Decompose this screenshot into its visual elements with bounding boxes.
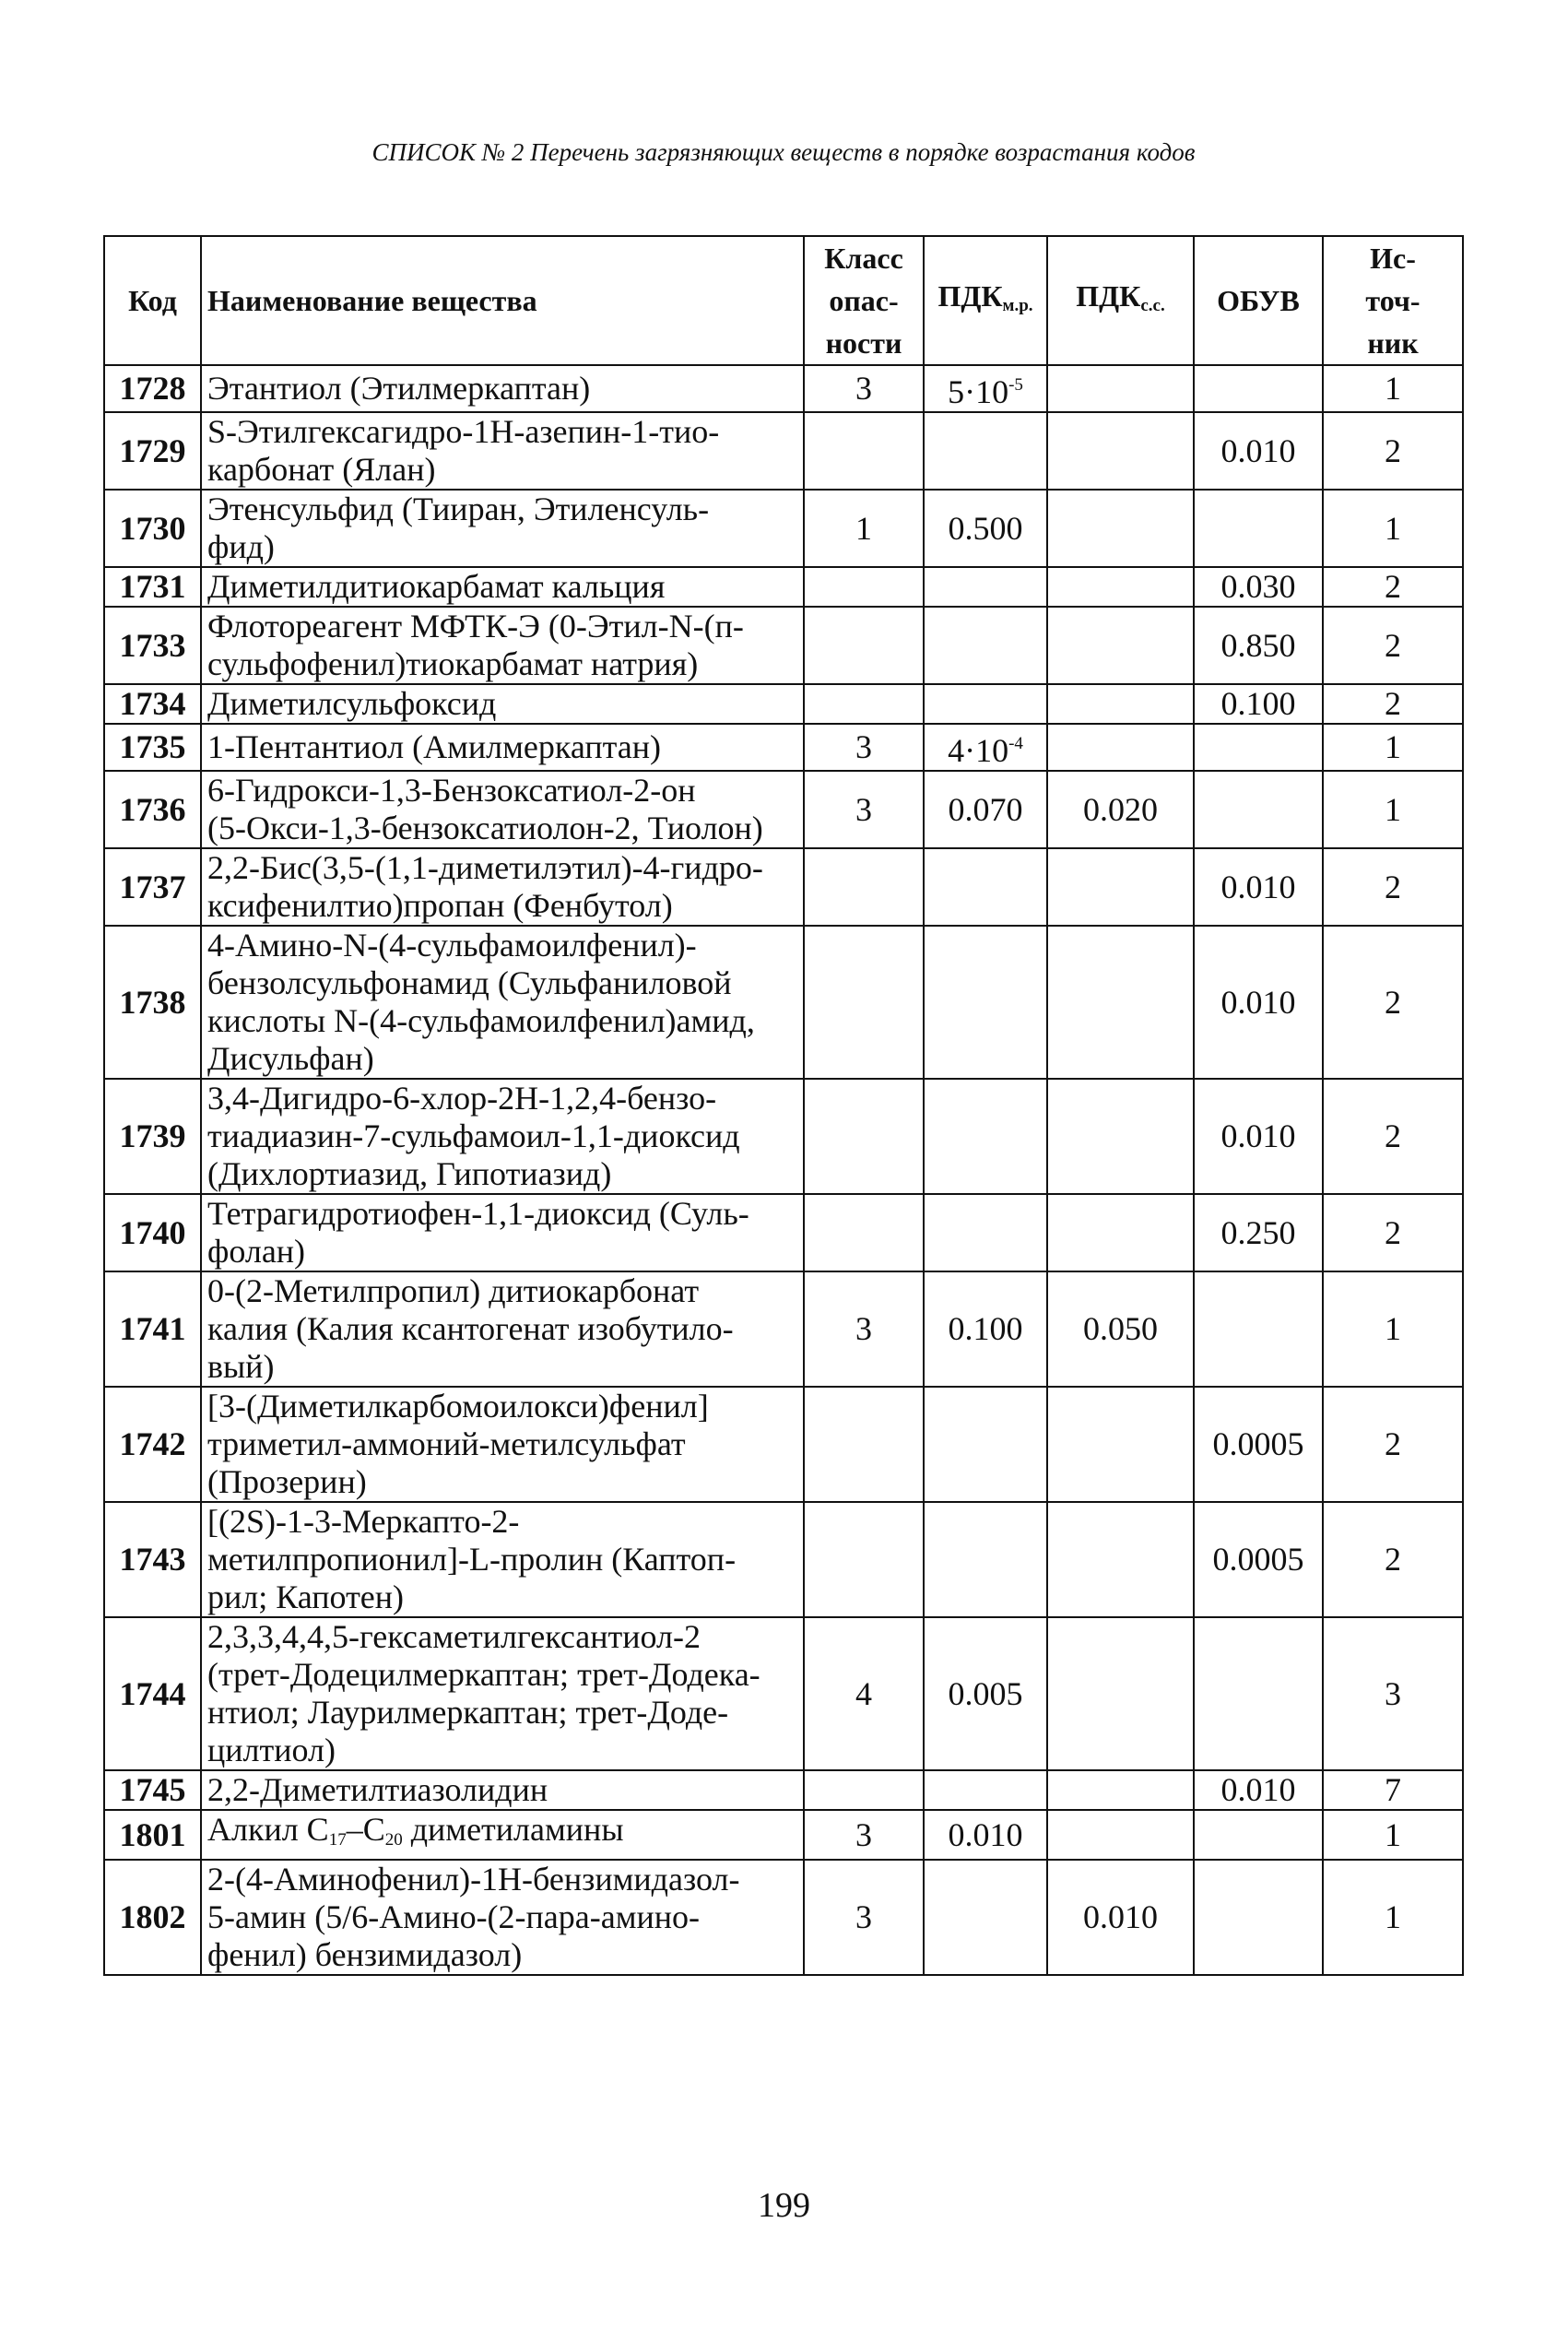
table-row xyxy=(104,1271,1463,1387)
table-header-row xyxy=(104,236,1463,365)
col-header-name: Наименование вещества xyxy=(201,236,804,365)
cell-source: 1 xyxy=(1323,1810,1463,1860)
cell-source: 1 xyxy=(1323,1860,1463,1975)
cell-code: 1741 xyxy=(104,1271,201,1387)
cell-name: 2-(4-Аминофенил)-1Н-бензимидазол- 5-амин (5/6-Амино-(2-пара-амино- фенил) бензимидазол) xyxy=(201,1860,804,1975)
cell-class: 3 xyxy=(804,771,924,848)
cell-class xyxy=(804,926,924,1079)
cell-pdk-ss: 0.050 xyxy=(1047,1271,1194,1387)
cell-class xyxy=(804,567,924,607)
cell-obuv xyxy=(1194,1271,1323,1387)
cell-pdk-ss xyxy=(1047,1770,1194,1810)
cell-name: Диметилсульфоксид xyxy=(201,684,804,724)
cell-name: Алкил $С_{17}-С_{20}$ диметиламины xyxy=(201,1810,804,1860)
cell-name: [(2S)-1-3-Меркапто-2- метилпропионил]-L-пролин (Каптоп- рил; Капотен) xyxy=(201,1502,804,1617)
cell-obuv xyxy=(1194,724,1323,771)
table-row xyxy=(104,771,1463,848)
cell-pdk-mr xyxy=(924,1387,1047,1502)
cell-code: 1745 xyxy=(104,1770,201,1810)
page-number: 199 xyxy=(758,2186,810,2225)
cell-obuv: 0.010 xyxy=(1194,1079,1323,1194)
cell-class: 3 xyxy=(804,365,924,412)
cell-class xyxy=(804,607,924,684)
cell-obuv: 0.010 xyxy=(1194,848,1323,926)
cell-code: 1735 xyxy=(104,724,201,771)
cell-name: Этенсульфид (Тииран, Этиленсуль- фид) xyxy=(201,490,804,567)
cell-pdk-mr xyxy=(924,1502,1047,1617)
table-row xyxy=(104,1079,1463,1194)
cell-source: 2 xyxy=(1323,1502,1463,1617)
table-row xyxy=(104,724,1463,771)
table-row xyxy=(104,1860,1463,1975)
cell-name: Диметилдитиокарбамат кальция xyxy=(201,567,804,607)
cell-class xyxy=(804,1194,924,1271)
cell-name: Тетрагидротиофен-1,1-диоксид (Суль- фолан) xyxy=(201,1194,804,1271)
cell-code: 1731 xyxy=(104,567,201,607)
cell-pdk-mr xyxy=(924,1770,1047,1810)
cell-class xyxy=(804,1502,924,1617)
cell-pdk-ss xyxy=(1047,724,1194,771)
cell-class xyxy=(804,412,924,490)
cell-obuv: 0.010 xyxy=(1194,412,1323,490)
cell-pdk-ss: 0.010 xyxy=(1047,1860,1194,1975)
cell-code: 1737 xyxy=(104,848,201,926)
cell-class: 1 xyxy=(804,490,924,567)
cell-code: 1802 xyxy=(104,1860,201,1975)
cell-obuv: 0.0005 xyxy=(1194,1387,1323,1502)
cell-pdk-mr xyxy=(924,848,1047,926)
cell-name: 2,2-Бис(3,5-(1,1-диметилэтил)-4-гидро- ксифенилтио)пропан (Фенбутол) xyxy=(201,848,804,926)
cell-pdk-ss: 0.020 xyxy=(1047,771,1194,848)
cell-obuv: 0.850 xyxy=(1194,607,1323,684)
cell-obuv: 0.100 xyxy=(1194,684,1323,724)
cell-name: 4-Амино-N-(4-сульфамоилфенил)- бензолсульфонамид (Сульфаниловой кислоты N-(4-сульфамоилфенил)амид, Дисульфан) xyxy=(201,926,804,1079)
cell-pdk-ss xyxy=(1047,684,1194,724)
cell-code: 1733 xyxy=(104,607,201,684)
cell-pdk-ss xyxy=(1047,848,1194,926)
cell-class: 3 xyxy=(804,1860,924,1975)
cell-source: 1 xyxy=(1323,365,1463,412)
cell-obuv: 0.030 xyxy=(1194,567,1323,607)
cell-pdk-mr xyxy=(924,567,1047,607)
table-row xyxy=(104,926,1463,1079)
cell-source: 2 xyxy=(1323,1194,1463,1271)
cell-obuv: 0.010 xyxy=(1194,926,1323,1079)
cell-pdk-mr: $5\cdot 10^{-5}$ xyxy=(924,365,1047,412)
cell-pdk-ss xyxy=(1047,412,1194,490)
cell-obuv: 0.010 xyxy=(1194,1770,1323,1810)
cell-name: 2,2-Диметилтиазолидин xyxy=(201,1770,804,1810)
col-header-pdk-mr: $ПДК_{м.р.}$ xyxy=(924,236,1047,365)
cell-pdk-ss xyxy=(1047,1810,1194,1860)
cell-source: 2 xyxy=(1323,926,1463,1079)
cell-obuv xyxy=(1194,490,1323,567)
substances-table xyxy=(103,235,1464,1976)
table-row xyxy=(104,567,1463,607)
page-header: СПИСОК № 2 Перечень загрязняющих веществ в порядке возрастания кодов xyxy=(371,138,1196,166)
cell-pdk-mr: 0.070 xyxy=(924,771,1047,848)
cell-pdk-ss xyxy=(1047,1194,1194,1271)
table-row xyxy=(104,684,1463,724)
cell-code: 1801 xyxy=(104,1810,201,1860)
table-row xyxy=(104,1770,1463,1810)
cell-source: 1 xyxy=(1323,490,1463,567)
table-row xyxy=(104,490,1463,567)
cell-pdk-mr: 0.005 xyxy=(924,1617,1047,1770)
table-row xyxy=(104,1194,1463,1271)
table-row xyxy=(104,412,1463,490)
cell-name: 1-Пентантиол (Амилмеркаптан) xyxy=(201,724,804,771)
table-row xyxy=(104,1387,1463,1502)
cell-code: 1743 xyxy=(104,1502,201,1617)
cell-obuv xyxy=(1194,1860,1323,1975)
table-row xyxy=(104,1617,1463,1770)
cell-source: 2 xyxy=(1323,412,1463,490)
cell-code: 1742 xyxy=(104,1387,201,1502)
cell-source: 2 xyxy=(1323,1387,1463,1502)
cell-source: 2 xyxy=(1323,607,1463,684)
cell-pdk-mr xyxy=(924,607,1047,684)
cell-pdk-mr: 0.010 xyxy=(924,1810,1047,1860)
cell-name: Этантиол (Этилмеркаптан) xyxy=(201,365,804,412)
cell-code: 1736 xyxy=(104,771,201,848)
cell-pdk-mr: 0.100 xyxy=(924,1271,1047,1387)
cell-code: 1744 xyxy=(104,1617,201,1770)
table-row xyxy=(104,1810,1463,1860)
cell-class xyxy=(804,1387,924,1502)
table-row xyxy=(104,365,1463,412)
cell-class xyxy=(804,848,924,926)
cell-pdk-ss xyxy=(1047,1079,1194,1194)
cell-pdk-ss xyxy=(1047,490,1194,567)
cell-pdk-mr xyxy=(924,684,1047,724)
cell-pdk-mr: $4\cdot 10^{-4}$ xyxy=(924,724,1047,771)
cell-class: 4 xyxy=(804,1617,924,1770)
cell-source: 1 xyxy=(1323,724,1463,771)
cell-code: 1730 xyxy=(104,490,201,567)
cell-code: 1729 xyxy=(104,412,201,490)
col-header-obuv: ОБУВ xyxy=(1194,236,1323,365)
cell-class xyxy=(804,684,924,724)
col-header-code: Код xyxy=(104,236,201,365)
cell-obuv: 0.0005 xyxy=(1194,1502,1323,1617)
cell-source: 2 xyxy=(1323,1079,1463,1194)
cell-class xyxy=(804,1079,924,1194)
col-header-class: Класс опас- ности xyxy=(804,236,924,365)
cell-source: 1 xyxy=(1323,1271,1463,1387)
cell-code: 1739 xyxy=(104,1079,201,1194)
cell-obuv xyxy=(1194,1617,1323,1770)
cell-pdk-mr xyxy=(924,412,1047,490)
cell-pdk-ss xyxy=(1047,1502,1194,1617)
cell-pdk-mr xyxy=(924,1079,1047,1194)
cell-name: Флотореагент МФТК-Э (0-Этил-N-(п- сульфофенил)тиокарбамат натрия) xyxy=(201,607,804,684)
cell-class xyxy=(804,1770,924,1810)
cell-pdk-ss xyxy=(1047,926,1194,1079)
cell-name: [3-(Диметилкарбомоилокси)фенил] триметил-аммоний-метилсульфат (Прозерин) xyxy=(201,1387,804,1502)
cell-obuv xyxy=(1194,771,1323,848)
cell-code: 1728 xyxy=(104,365,201,412)
cell-pdk-ss xyxy=(1047,365,1194,412)
cell-pdk-mr xyxy=(924,1860,1047,1975)
cell-code: 1740 xyxy=(104,1194,201,1271)
cell-class: 3 xyxy=(804,1271,924,1387)
cell-obuv xyxy=(1194,1810,1323,1860)
cell-obuv xyxy=(1194,365,1323,412)
cell-source: 1 xyxy=(1323,771,1463,848)
cell-pdk-mr xyxy=(924,1194,1047,1271)
cell-name: 6-Гидрокси-1,3-Бензоксатиол-2-он (5-Окси-1,3-бензоксатиолон-2, Тиолон) xyxy=(201,771,804,848)
cell-source: 2 xyxy=(1323,848,1463,926)
cell-code: 1738 xyxy=(104,926,201,1079)
cell-source: 2 xyxy=(1323,567,1463,607)
cell-class: 3 xyxy=(804,724,924,771)
cell-code: 1734 xyxy=(104,684,201,724)
cell-pdk-ss xyxy=(1047,1387,1194,1502)
cell-name: 0-(2-Метилпропил) дитиокарбонат калия (Калия ксантогенат изобутило- вый) xyxy=(201,1271,804,1387)
cell-pdk-mr xyxy=(924,926,1047,1079)
cell-name: 3,4-Дигидро-6-хлор-2Н-1,2,4-бензо- тиадиазин-7-сульфамоил-1,1-диоксид (Дихлортиазид, Гипотиазид) xyxy=(201,1079,804,1194)
cell-pdk-ss xyxy=(1047,1617,1194,1770)
table-row xyxy=(104,848,1463,926)
cell-source: 7 xyxy=(1323,1770,1463,1810)
cell-name: 2,3,3,4,4,5-гексаметилгексантиол-2 (трет-Додецилмеркаптан; трет-Додека- нтиол; Лаурилмеркаптан; трет-Доде- цилтиол) xyxy=(201,1617,804,1770)
cell-obuv: 0.250 xyxy=(1194,1194,1323,1271)
cell-pdk-mr: 0.500 xyxy=(924,490,1047,567)
cell-pdk-ss xyxy=(1047,607,1194,684)
cell-source: 3 xyxy=(1323,1617,1463,1770)
col-header-source: Ис- точ- ник xyxy=(1323,236,1463,365)
cell-class: 3 xyxy=(804,1810,924,1860)
cell-pdk-ss xyxy=(1047,567,1194,607)
table-row xyxy=(104,607,1463,684)
cell-name: S-Этилгексагидро-1Н-азепин-1-тио- карбонат (Ялан) xyxy=(201,412,804,490)
cell-source: 2 xyxy=(1323,684,1463,724)
col-header-pdk-ss: $ПДК_{с.с.}$ xyxy=(1047,236,1194,365)
table-row xyxy=(104,1502,1463,1617)
